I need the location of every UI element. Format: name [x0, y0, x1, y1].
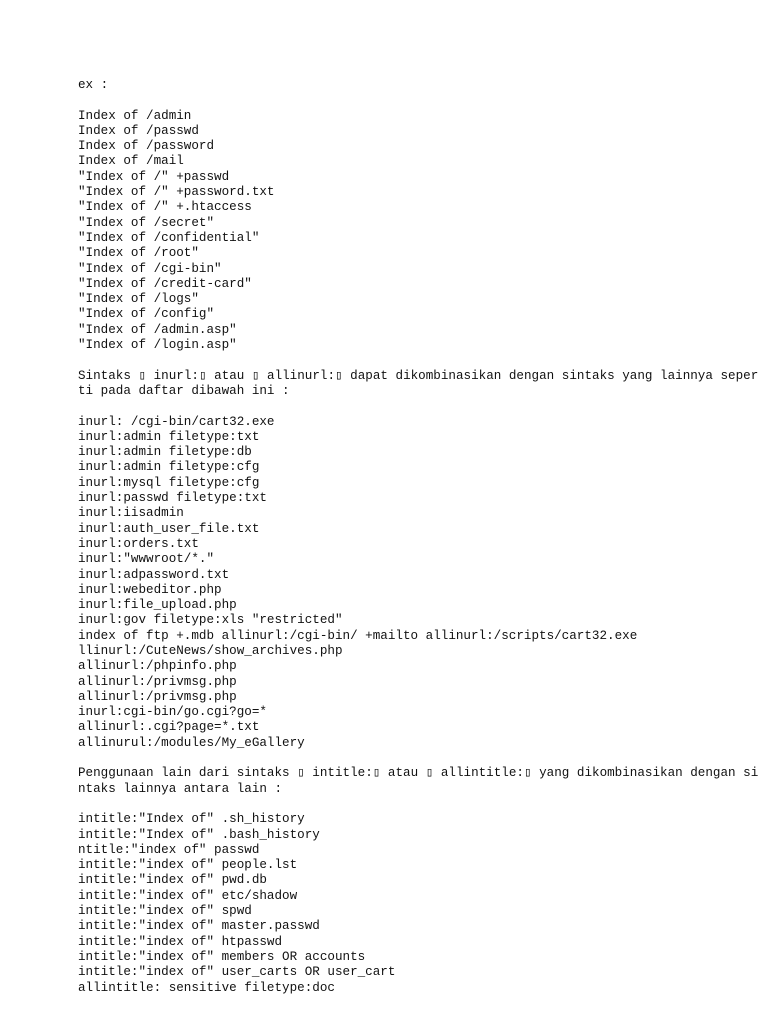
index-line: "Index of /credit-card" — [78, 276, 252, 291]
index-line: "Index of /secret" — [78, 215, 215, 230]
inurl-line: inurl:passwd filetype:txt — [78, 491, 267, 506]
intitle-line: intitle:"Index of" .bash_history — [78, 827, 320, 842]
intro-line: ex : — [78, 78, 109, 92]
index-line: Index of /passwd — [78, 123, 199, 138]
index-line: "Index of /login.asp" — [78, 338, 237, 353]
inurl-line: allinurul:/modules/My_eGallery — [78, 735, 305, 750]
document-body — [78, 78, 758, 996]
index-line: "Index of /" +password.txt — [78, 185, 275, 200]
inurl-line: allinurl:/privmsg.php — [78, 674, 237, 689]
index-line: "Index of /logs" — [78, 292, 199, 307]
paragraph-line: ntaks lainnya antara lain : — [78, 781, 283, 796]
inurl-line: inurl:auth_user_file.txt — [78, 521, 260, 536]
inurl-line: allinurl:/privmsg.php — [78, 689, 237, 704]
inurl-line: inurl: /cgi-bin/cart32.exe — [78, 414, 275, 429]
inurl-line: inurl:gov filetype:xls "restricted" — [78, 613, 343, 628]
inurl-line: inurl:iisadmin — [78, 506, 184, 521]
intitle-paragraph — [78, 766, 758, 797]
index-line: Index of /mail — [78, 154, 184, 169]
inurl-line: inurl:mysql filetype:cfg — [78, 475, 260, 490]
index-line: "Index of /admin.asp" — [78, 322, 237, 337]
paragraph-line: Penggunaan lain dari sintaks ▯ intitle:▯ atau ▯ allintitle:▯ yang dikombinasikan dengan si — [78, 766, 759, 781]
intitle-line: intitle:"index of" people.lst — [78, 858, 298, 873]
index-line: "Index of /" +passwd — [78, 169, 230, 184]
intitle-line: ntitle:"index of" passwd — [78, 842, 260, 857]
intitle-line: intitle:"index of" members OR accounts — [78, 949, 366, 964]
intitle-line: intitle:"index of" user_carts OR user_cart — [78, 965, 396, 980]
inurl-line: allinurl:.cgi?page=*.txt — [78, 720, 260, 735]
inurl-line: inurl:orders.txt — [78, 536, 199, 551]
inurl-line: inurl:cgi-bin/go.cgi?go=* — [78, 705, 267, 720]
blank-line — [78, 353, 758, 368]
inurl-line: inurl:adpassword.txt — [78, 567, 230, 582]
intitle-line: intitle:"index of" etc/shadow — [78, 888, 298, 903]
index-line: "Index of /root" — [78, 246, 199, 261]
intitle-line: allintitle: sensitive filetype:doc — [78, 980, 335, 995]
intitle-line: intitle:"index of" pwd.db — [78, 873, 267, 888]
inurl-line: inurl:"wwwroot/*." — [78, 552, 215, 567]
index-line: "Index of /" +.htaccess — [78, 200, 252, 215]
intitle-line: intitle:"index of" htpasswd — [78, 934, 283, 949]
inurl-line: inurl:admin filetype:cfg — [78, 460, 260, 475]
inurl-line: llinurl:/CuteNews/show_archives.php — [78, 643, 343, 658]
inurl-line: inurl:file_upload.php — [78, 598, 237, 613]
index-line: "Index of /confidential" — [78, 230, 260, 245]
blank-line — [78, 797, 758, 812]
index-line: "Index of /config" — [78, 307, 215, 322]
inurl-list — [78, 415, 758, 752]
blank-line — [78, 93, 758, 108]
inurl-line: inurl:webeditor.php — [78, 582, 222, 597]
inurl-line: inurl:admin filetype:txt — [78, 429, 260, 444]
blank-line — [78, 399, 758, 414]
inurl-line: index of ftp +.mdb allinurl:/cgi-bin/ +mailto allinurl:/scripts/cart32.exe — [78, 628, 638, 643]
intitle-line: intitle:"Index of" .sh_history — [78, 812, 305, 827]
paragraph-line: Sintaks ▯ inurl:▯ atau ▯ allinurl:▯ dapat dikombinasikan dengan sintaks yang lainnya seper — [78, 368, 759, 383]
inurl-line: allinurl:/phpinfo.php — [78, 659, 237, 674]
inurl-paragraph — [78, 369, 758, 400]
intitle-list — [78, 812, 758, 996]
index-line: Index of /password — [78, 139, 215, 154]
blank-line — [78, 751, 758, 766]
index-list — [78, 109, 758, 354]
paragraph-line: ti pada daftar dibawah ini : — [78, 383, 290, 398]
intitle-line: intitle:"index of" spwd — [78, 904, 252, 919]
inurl-line: inurl:admin filetype:db — [78, 445, 252, 460]
index-line: "Index of /cgi-bin" — [78, 261, 222, 276]
index-line: Index of /admin — [78, 108, 192, 123]
intitle-line: intitle:"index of" master.passwd — [78, 919, 320, 934]
